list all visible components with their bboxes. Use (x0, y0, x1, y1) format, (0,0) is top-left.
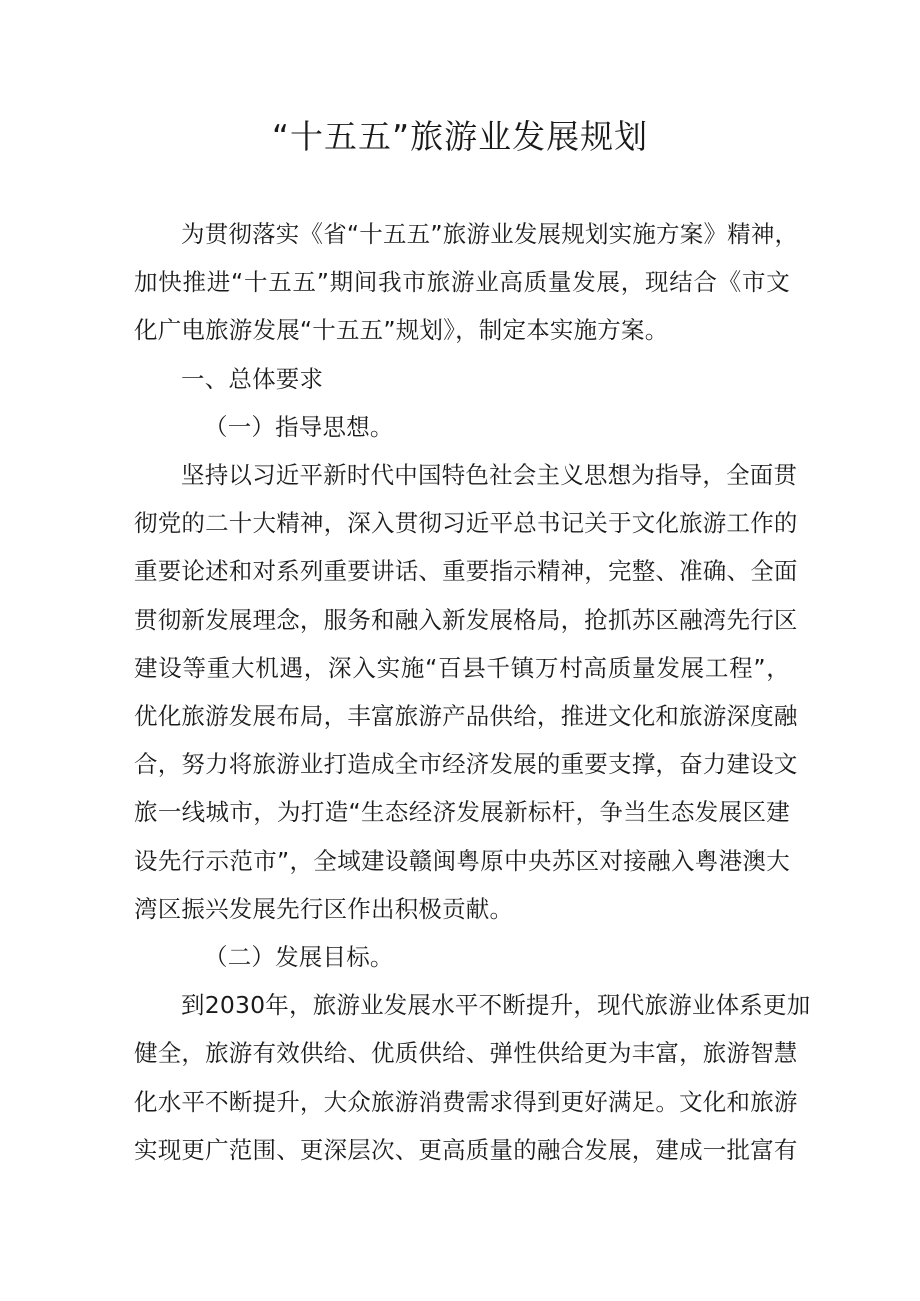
text-line: 合，努力将旅游业打造成全市经济发展的重要支撑，奋力建设文 (134, 750, 798, 779)
text-line: 湾区振兴发展先行区作出积极贡献。 (134, 894, 514, 923)
text-line: 建设等重大机遇，深入实施“百县千镇万村高质量发展工程”， (134, 653, 790, 682)
body-paragraph (134, 981, 811, 1174)
text-line: 到2030年，旅游业发展水平不断提升，现代旅游业体系更加 (181, 991, 811, 1020)
text-line: 贯彻新发展理念，服务和融入新发展格局，抢抓苏区融湾先行区 (134, 605, 798, 634)
subsection-heading (134, 933, 790, 981)
document-body (134, 210, 811, 1174)
text-line: 化广电旅游发展“十五五”规划》，制定本实施方案。 (134, 316, 669, 345)
text-line: 健全，旅游有效供给、优质供给、弹性供给更为丰富，旅游智慧 (134, 1039, 798, 1068)
text-line: 加快推进“十五五”期间我市旅游业高质量发展，现结合《市文 (134, 268, 790, 297)
text-line: 旅一线城市，为打造“生态经济发展新标杆，争当生态发展区建 (134, 798, 790, 827)
text-line: 化水平不断提升，大众旅游消费需求得到更好满足。文化和旅游 (134, 1087, 798, 1116)
text-line: 实现更广范围、更深层次、更高质量的融合发展，建成一批富有 (134, 1135, 798, 1164)
text-line: 坚持以习近平新时代中国特色社会主义思想为指导，全面贯 (181, 461, 798, 490)
text-line: 为贯彻落实《省“十五五”旅游业发展规划实施方案》精神， (181, 220, 799, 248)
text-line: 设先行示范市”，全域建设赣闽粤原中央苏区对接融入粤港澳大 (134, 846, 790, 875)
document-title: “十五五”旅游业发展规划 (271, 117, 649, 156)
section-heading (134, 355, 790, 403)
body-paragraph (134, 210, 799, 355)
text-line: 一、总体要求 (181, 364, 324, 393)
text-line: （一）指导思想。 (204, 412, 394, 441)
body-paragraph (134, 451, 798, 933)
subsection-heading (134, 403, 790, 451)
text-line: 重要论述和对系列重要讲话、重要指示精神，完整、准确、全面 (134, 557, 798, 586)
text-line: 彻党的二十大精神，深入贯彻习近平总书记关于文化旅游工作的 (134, 509, 798, 538)
text-line: （二）发展目标。 (204, 943, 394, 972)
text-line: 优化旅游发展布局，丰富旅游产品供给，推进文化和旅游深度融 (134, 702, 798, 731)
